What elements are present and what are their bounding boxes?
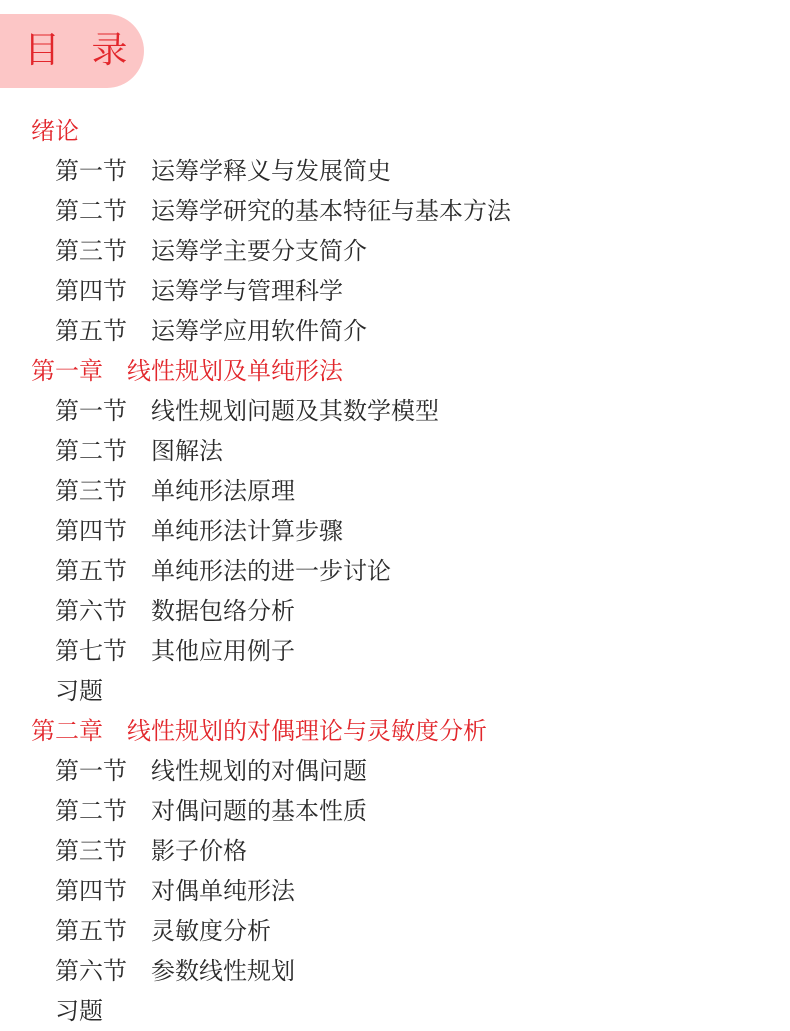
toc-section[interactable] bbox=[0, 671, 790, 711]
toc-entry-title: 参数线性规划 bbox=[151, 957, 295, 985]
toc-entry-title: 线性规划的对偶问题 bbox=[151, 757, 367, 785]
toc-section[interactable] bbox=[0, 231, 790, 271]
toc-entry-title: 数据包络分析 bbox=[151, 597, 295, 625]
toc-entry-number: 第一节 bbox=[55, 157, 127, 185]
toc-entry-number: 第五节 bbox=[55, 917, 127, 945]
toc-section[interactable] bbox=[0, 311, 790, 351]
toc-section[interactable] bbox=[0, 431, 790, 471]
toc-entry-number: 第二章 bbox=[31, 717, 103, 745]
toc-header-badge bbox=[0, 14, 144, 88]
toc-entry-number: 第三节 bbox=[55, 477, 127, 505]
toc-section[interactable] bbox=[0, 991, 790, 1031]
toc-entry-number: 第七节 bbox=[55, 637, 127, 665]
toc-entry-number: 第四节 bbox=[55, 277, 127, 305]
toc-entry-number: 第一节 bbox=[55, 757, 127, 785]
toc-entry-title: 习题 bbox=[55, 997, 103, 1025]
toc-entry-title: 单纯形法原理 bbox=[151, 477, 295, 505]
toc-entry-title: 对偶问题的基本性质 bbox=[151, 797, 367, 825]
toc-section[interactable] bbox=[0, 511, 790, 551]
toc-section[interactable] bbox=[0, 831, 790, 871]
toc-chapter[interactable] bbox=[0, 111, 790, 151]
toc-entry-number: 第五节 bbox=[55, 317, 127, 345]
toc-section[interactable] bbox=[0, 951, 790, 991]
toc-section[interactable] bbox=[0, 871, 790, 911]
toc-title: 目 录 bbox=[24, 30, 138, 71]
toc-entry-number: 第三节 bbox=[55, 237, 127, 265]
toc-entry-number: 第一章 bbox=[31, 357, 103, 385]
toc-entry-number: 第一节 bbox=[55, 397, 127, 425]
toc-entry-title: 运筹学主要分支简介 bbox=[151, 237, 367, 265]
toc-entry-number: 第五节 bbox=[55, 557, 127, 585]
toc-entry-title: 灵敏度分析 bbox=[151, 917, 271, 945]
toc-entry-title: 线性规划问题及其数学模型 bbox=[151, 397, 439, 425]
toc-section[interactable] bbox=[0, 191, 790, 231]
toc-entry-title: 绪论 bbox=[31, 117, 79, 145]
toc-entry-title: 影子价格 bbox=[151, 837, 247, 865]
toc-chapter[interactable] bbox=[0, 351, 790, 391]
toc-entry-title: 运筹学与管理科学 bbox=[151, 277, 343, 305]
toc-entry-title: 对偶单纯形法 bbox=[151, 877, 295, 905]
toc-entry-title: 线性规划的对偶理论与灵敏度分析 bbox=[127, 717, 487, 745]
toc-section[interactable] bbox=[0, 551, 790, 591]
toc-chapter[interactable] bbox=[0, 711, 790, 751]
toc-entry-title: 运筹学应用软件简介 bbox=[151, 317, 367, 345]
toc-entry-number: 第四节 bbox=[55, 877, 127, 905]
toc-section[interactable] bbox=[0, 271, 790, 311]
toc-section[interactable] bbox=[0, 471, 790, 511]
toc-entry-title: 单纯形法计算步骤 bbox=[151, 517, 343, 545]
toc-entry-number: 第二节 bbox=[55, 197, 127, 225]
toc-section[interactable] bbox=[0, 591, 790, 631]
toc-entry-title: 图解法 bbox=[151, 437, 223, 465]
toc-section[interactable] bbox=[0, 751, 790, 791]
toc-entry-number: 第四节 bbox=[55, 517, 127, 545]
toc-section[interactable] bbox=[0, 911, 790, 951]
toc-entry-title: 习题 bbox=[55, 677, 103, 705]
toc-entry-title: 运筹学研究的基本特征与基本方法 bbox=[151, 197, 511, 225]
toc-section[interactable] bbox=[0, 631, 790, 671]
toc-list bbox=[0, 111, 790, 1031]
toc-entry-number: 第六节 bbox=[55, 957, 127, 985]
toc-entry-number: 第二节 bbox=[55, 797, 127, 825]
toc-entry-number: 第三节 bbox=[55, 837, 127, 865]
toc-entry-title: 线性规划及单纯形法 bbox=[127, 357, 343, 385]
toc-section[interactable] bbox=[0, 791, 790, 831]
toc-entry-number: 第二节 bbox=[55, 437, 127, 465]
toc-entry-title: 单纯形法的进一步讨论 bbox=[151, 557, 391, 585]
toc-section[interactable] bbox=[0, 151, 790, 191]
toc-section[interactable] bbox=[0, 391, 790, 431]
toc-entry-title: 其他应用例子 bbox=[151, 637, 295, 665]
toc-entry-title: 运筹学释义与发展简史 bbox=[151, 157, 391, 185]
toc-entry-number: 第六节 bbox=[55, 597, 127, 625]
